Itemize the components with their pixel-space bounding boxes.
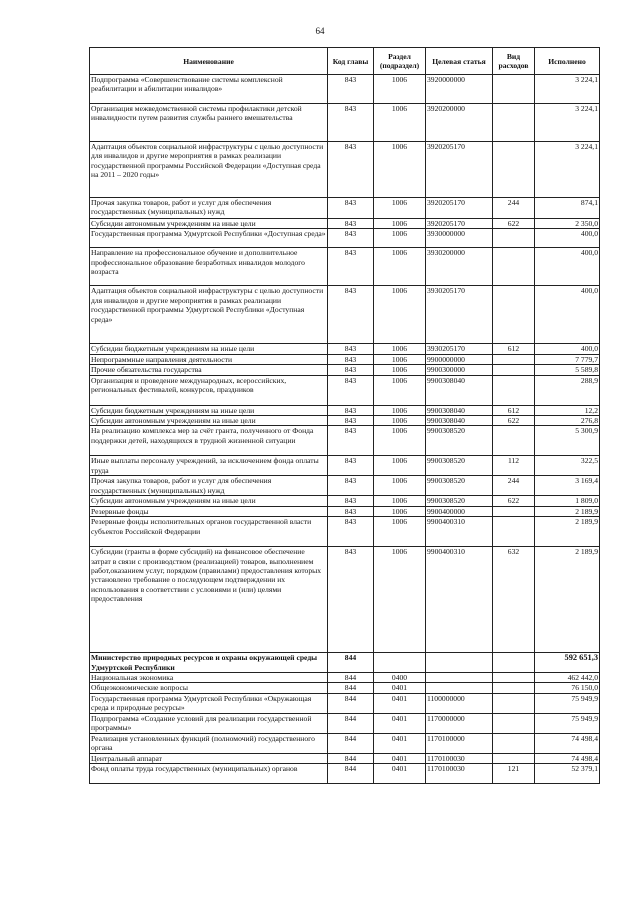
cell-amount: 874,1	[535, 198, 600, 219]
cell-section: 1006	[374, 229, 426, 248]
table-row	[90, 405, 600, 415]
cell-name: Прочая закупка товаров, работ и услуг для обеспечения государственных (муниципальных) нужд	[90, 198, 328, 219]
cell-article: 1170100000	[426, 733, 493, 753]
cell-article	[426, 653, 493, 673]
cell-amount: 74 498,4	[535, 753, 600, 763]
cell-section: 1006	[374, 506, 426, 516]
cell-code: 843	[328, 416, 374, 426]
header-name: Наименование	[90, 48, 328, 75]
cell-type: 622	[493, 416, 535, 426]
table-header-row	[90, 48, 600, 75]
cell-section: 1006	[374, 354, 426, 364]
cell-name: Государственная программа Удмуртской Республики «Доступная среда»	[90, 229, 328, 248]
table-row	[90, 456, 600, 476]
cell-article: 9900400310	[426, 547, 493, 653]
cell-section: 1006	[374, 375, 426, 405]
table-row	[90, 733, 600, 753]
cell-amount: 592 651,3	[535, 653, 600, 673]
cell-type	[493, 375, 535, 405]
cell-code: 843	[328, 506, 374, 516]
table-row	[90, 75, 600, 104]
cell-amount: 400,0	[535, 248, 600, 286]
cell-section: 1006	[374, 248, 426, 286]
cell-section: 1006	[374, 286, 426, 344]
table-row	[90, 365, 600, 375]
cell-section	[374, 653, 426, 673]
cell-code: 843	[328, 517, 374, 547]
table-row	[90, 683, 600, 693]
table-row	[90, 693, 600, 713]
cell-code: 843	[328, 286, 374, 344]
cell-code: 844	[328, 693, 374, 713]
cell-type	[493, 229, 535, 248]
cell-article: 3920205170	[426, 142, 493, 198]
cell-name: Министерство природных ресурсов и охраны окружающей среды Удмуртской Республики	[90, 653, 328, 673]
cell-amount: 5 300,9	[535, 426, 600, 456]
table-row	[90, 344, 600, 354]
table-row	[90, 713, 600, 733]
cell-name: Непрограммные направления деятельности	[90, 354, 328, 364]
cell-article: 3920000000	[426, 75, 493, 104]
cell-article: 3930000000	[426, 229, 493, 248]
cell-name: Прочая закупка товаров, работ и услуг для обеспечения государственных (муниципальных) нужд	[90, 476, 328, 496]
cell-amount: 3 224,1	[535, 75, 600, 104]
cell-section: 1006	[374, 426, 426, 456]
cell-article: 9900308520	[426, 476, 493, 496]
table-row	[90, 198, 600, 219]
cell-article: 9900308040	[426, 416, 493, 426]
cell-name: Реализация установленных функций (полномочий) государственного органа	[90, 733, 328, 753]
cell-amount: 3 224,1	[535, 142, 600, 198]
cell-name: Иные выплаты персоналу учреждений, за исключением фонда оплаты труда	[90, 456, 328, 476]
cell-name: Резервные фонды исполнительных органов государственной власти субъектов Российской Федерации	[90, 517, 328, 547]
cell-type	[493, 683, 535, 693]
cell-section: 1006	[374, 456, 426, 476]
cell-type: 612	[493, 344, 535, 354]
cell-amount: 75 949,9	[535, 693, 600, 713]
budget-table	[89, 47, 600, 784]
cell-code: 843	[328, 104, 374, 142]
table-row	[90, 354, 600, 364]
cell-name: На реализацию комплекса мер за счёт гранта, полученного от Фонда поддержки детей, находящихся в трудной жизненной ситуации	[90, 426, 328, 456]
cell-code: 844	[328, 713, 374, 733]
header-amount: Исполнено	[535, 48, 600, 75]
cell-code: 844	[328, 733, 374, 753]
cell-name: Резервные фонды	[90, 506, 328, 516]
header-type: Вид расходов	[493, 48, 535, 75]
cell-article: 9900308040	[426, 405, 493, 415]
cell-name: Субсидии (гранты в форме субсидий) на финансовое обеспечение затрат в связи с производством (реализацией) товаров, выполнением работ,оказанием услуг, порядком (правилами) предоставления которых установлено требование о последующем подтверждении их использования в соответствии с условиями и (или) целями предоставления	[90, 547, 328, 653]
table-row	[90, 426, 600, 456]
cell-section: 1006	[374, 142, 426, 198]
cell-code: 843	[328, 375, 374, 405]
cell-type	[493, 354, 535, 364]
cell-code: 843	[328, 426, 374, 456]
cell-name: Подпрограмма «Создание условий для реализации государственной программы»	[90, 713, 328, 733]
cell-type: 622	[493, 219, 535, 229]
cell-name: Адаптация объектов социальной инфраструктуры с целью доступности для инвалидов и другие мероприятия в рамках реализации государственной программы Удмуртской Республики «Доступная среда»	[90, 286, 328, 344]
cell-amount: 75 949,9	[535, 713, 600, 733]
table-row	[90, 764, 600, 784]
cell-code: 843	[328, 456, 374, 476]
cell-type	[493, 142, 535, 198]
table-row	[90, 753, 600, 763]
cell-amount: 2 189,9	[535, 517, 600, 547]
cell-article: 1170000000	[426, 713, 493, 733]
cell-code: 843	[328, 75, 374, 104]
cell-name: Прочие обязательства государства	[90, 365, 328, 375]
table-row	[90, 416, 600, 426]
cell-article: 3930205170	[426, 286, 493, 344]
cell-article: 9900400000	[426, 506, 493, 516]
cell-section: 1006	[374, 219, 426, 229]
cell-code: 843	[328, 547, 374, 653]
cell-code: 843	[328, 354, 374, 364]
cell-article: 9900308520	[426, 426, 493, 456]
cell-amount: 52 379,1	[535, 764, 600, 784]
cell-name: Субсидии автономным учреждениям на иные цели	[90, 219, 328, 229]
table-row	[90, 673, 600, 683]
table-row	[90, 219, 600, 229]
cell-code: 843	[328, 219, 374, 229]
cell-name: Подпрограмма «Совершенствование системы комплексной реабилитации и абилитации инвалидов»	[90, 75, 328, 104]
cell-type	[493, 517, 535, 547]
cell-article: 3930200000	[426, 248, 493, 286]
table-row	[90, 248, 600, 286]
cell-type	[493, 426, 535, 456]
cell-type	[493, 653, 535, 673]
cell-type	[493, 733, 535, 753]
cell-type	[493, 753, 535, 763]
cell-section: 0401	[374, 733, 426, 753]
cell-name: Организация межведомственной системы профилактики детской инвалидности путем развития службы раннего вмешательства	[90, 104, 328, 142]
cell-section: 1006	[374, 405, 426, 415]
cell-name: Адаптация объектов социальной инфраструктуры с целью доступности для инвалидов и другие мероприятия в рамках реализации государственной программы Российской Федерации «Доступная среда на 2011 – 2020 годы»	[90, 142, 328, 198]
table-row	[90, 517, 600, 547]
cell-article: 9900300000	[426, 365, 493, 375]
cell-article: 3930205170	[426, 344, 493, 354]
cell-section: 1006	[374, 476, 426, 496]
cell-name: Общеэкономические вопросы	[90, 683, 328, 693]
table-row	[90, 142, 600, 198]
cell-code: 844	[328, 753, 374, 763]
cell-type: 622	[493, 496, 535, 506]
cell-type	[493, 75, 535, 104]
cell-article: 9900308040	[426, 375, 493, 405]
table-row	[90, 104, 600, 142]
cell-name: Субсидии автономным учреждениям на иные цели	[90, 416, 328, 426]
page-number: 64	[315, 26, 325, 36]
cell-amount: 400,0	[535, 286, 600, 344]
table-row	[90, 476, 600, 496]
cell-section: 1006	[374, 365, 426, 375]
cell-section: 1006	[374, 517, 426, 547]
table-row	[90, 286, 600, 344]
cell-code: 843	[328, 496, 374, 506]
cell-amount: 276,8	[535, 416, 600, 426]
cell-type	[493, 693, 535, 713]
cell-code: 843	[328, 365, 374, 375]
cell-article: 1100000000	[426, 693, 493, 713]
cell-amount: 3 169,4	[535, 476, 600, 496]
cell-amount: 76 150,0	[535, 683, 600, 693]
cell-amount: 74 498,4	[535, 733, 600, 753]
cell-code: 844	[328, 764, 374, 784]
cell-name: Субсидии бюджетным учреждениям на иные цели	[90, 405, 328, 415]
cell-amount: 2 350,0	[535, 219, 600, 229]
cell-section: 1006	[374, 198, 426, 219]
cell-code: 843	[328, 198, 374, 219]
header-code: Код главы	[328, 48, 374, 75]
table-row	[90, 496, 600, 506]
cell-type: 632	[493, 547, 535, 653]
cell-section: 1006	[374, 547, 426, 653]
cell-amount: 462 442,0	[535, 673, 600, 683]
cell-article: 1170100030	[426, 764, 493, 784]
cell-amount: 3 224,1	[535, 104, 600, 142]
cell-amount: 288,9	[535, 375, 600, 405]
cell-code: 844	[328, 673, 374, 683]
cell-type	[493, 673, 535, 683]
cell-amount: 1 809,0	[535, 496, 600, 506]
cell-type: 112	[493, 456, 535, 476]
cell-type	[493, 248, 535, 286]
cell-code: 844	[328, 683, 374, 693]
cell-name: Национальная экономика	[90, 673, 328, 683]
cell-code: 844	[328, 653, 374, 673]
cell-article: 9900000000	[426, 354, 493, 364]
table-row	[90, 229, 600, 248]
cell-article: 3920200000	[426, 104, 493, 142]
cell-name: Организация и проведение международных, всероссийских, региональных фестивалей, конкурсов, праздников	[90, 375, 328, 405]
table-row	[90, 653, 600, 673]
cell-section: 1006	[374, 496, 426, 506]
cell-name: Субсидии автономным учреждениям на иные цели	[90, 496, 328, 506]
cell-article: 3920205170	[426, 198, 493, 219]
cell-section: 0401	[374, 693, 426, 713]
cell-amount: 12,2	[535, 405, 600, 415]
cell-code: 843	[328, 229, 374, 248]
cell-type	[493, 104, 535, 142]
cell-section: 1006	[374, 416, 426, 426]
table-row	[90, 375, 600, 405]
cell-name: Центральный аппарат	[90, 753, 328, 763]
cell-type: 244	[493, 476, 535, 496]
cell-name: Государственная программа Удмуртской Республики «Окружающая среда и природные ресурсы»	[90, 693, 328, 713]
cell-section: 0400	[374, 673, 426, 683]
cell-type	[493, 506, 535, 516]
cell-amount: 322,5	[535, 456, 600, 476]
cell-section: 0401	[374, 764, 426, 784]
cell-type: 121	[493, 764, 535, 784]
cell-code: 843	[328, 142, 374, 198]
cell-article: 9900400310	[426, 517, 493, 547]
cell-code: 843	[328, 344, 374, 354]
cell-amount: 2 189,9	[535, 547, 600, 653]
cell-name: Направление на профессиональное обучение и дополнительное профессиональное образование безработных инвалидов молодого возраста	[90, 248, 328, 286]
cell-amount: 7 779,7	[535, 354, 600, 364]
cell-amount: 2 189,9	[535, 506, 600, 516]
table-row	[90, 547, 600, 653]
header-section: Раздел (подраздел)	[374, 48, 426, 75]
cell-type	[493, 365, 535, 375]
cell-amount: 400,0	[535, 344, 600, 354]
cell-section: 0401	[374, 753, 426, 763]
cell-section: 1006	[374, 344, 426, 354]
cell-article	[426, 683, 493, 693]
cell-code: 843	[328, 405, 374, 415]
header-article: Целевая статья	[426, 48, 493, 75]
cell-section: 0401	[374, 713, 426, 733]
cell-name: Субсидии бюджетным учреждениям на иные цели	[90, 344, 328, 354]
cell-amount: 400,0	[535, 229, 600, 248]
table-row	[90, 506, 600, 516]
cell-article	[426, 673, 493, 683]
cell-article: 9900308520	[426, 456, 493, 476]
cell-type	[493, 713, 535, 733]
cell-section: 0401	[374, 683, 426, 693]
cell-amount: 5 589,8	[535, 365, 600, 375]
cell-article: 1170100030	[426, 753, 493, 763]
cell-section: 1006	[374, 104, 426, 142]
cell-type: 612	[493, 405, 535, 415]
cell-code: 843	[328, 476, 374, 496]
cell-article: 3920205170	[426, 219, 493, 229]
cell-type	[493, 286, 535, 344]
cell-name: Фонд оплаты труда государственных (муниципальных) органов	[90, 764, 328, 784]
cell-article: 9900308520	[426, 496, 493, 506]
cell-section: 1006	[374, 75, 426, 104]
cell-code: 843	[328, 248, 374, 286]
cell-type: 244	[493, 198, 535, 219]
